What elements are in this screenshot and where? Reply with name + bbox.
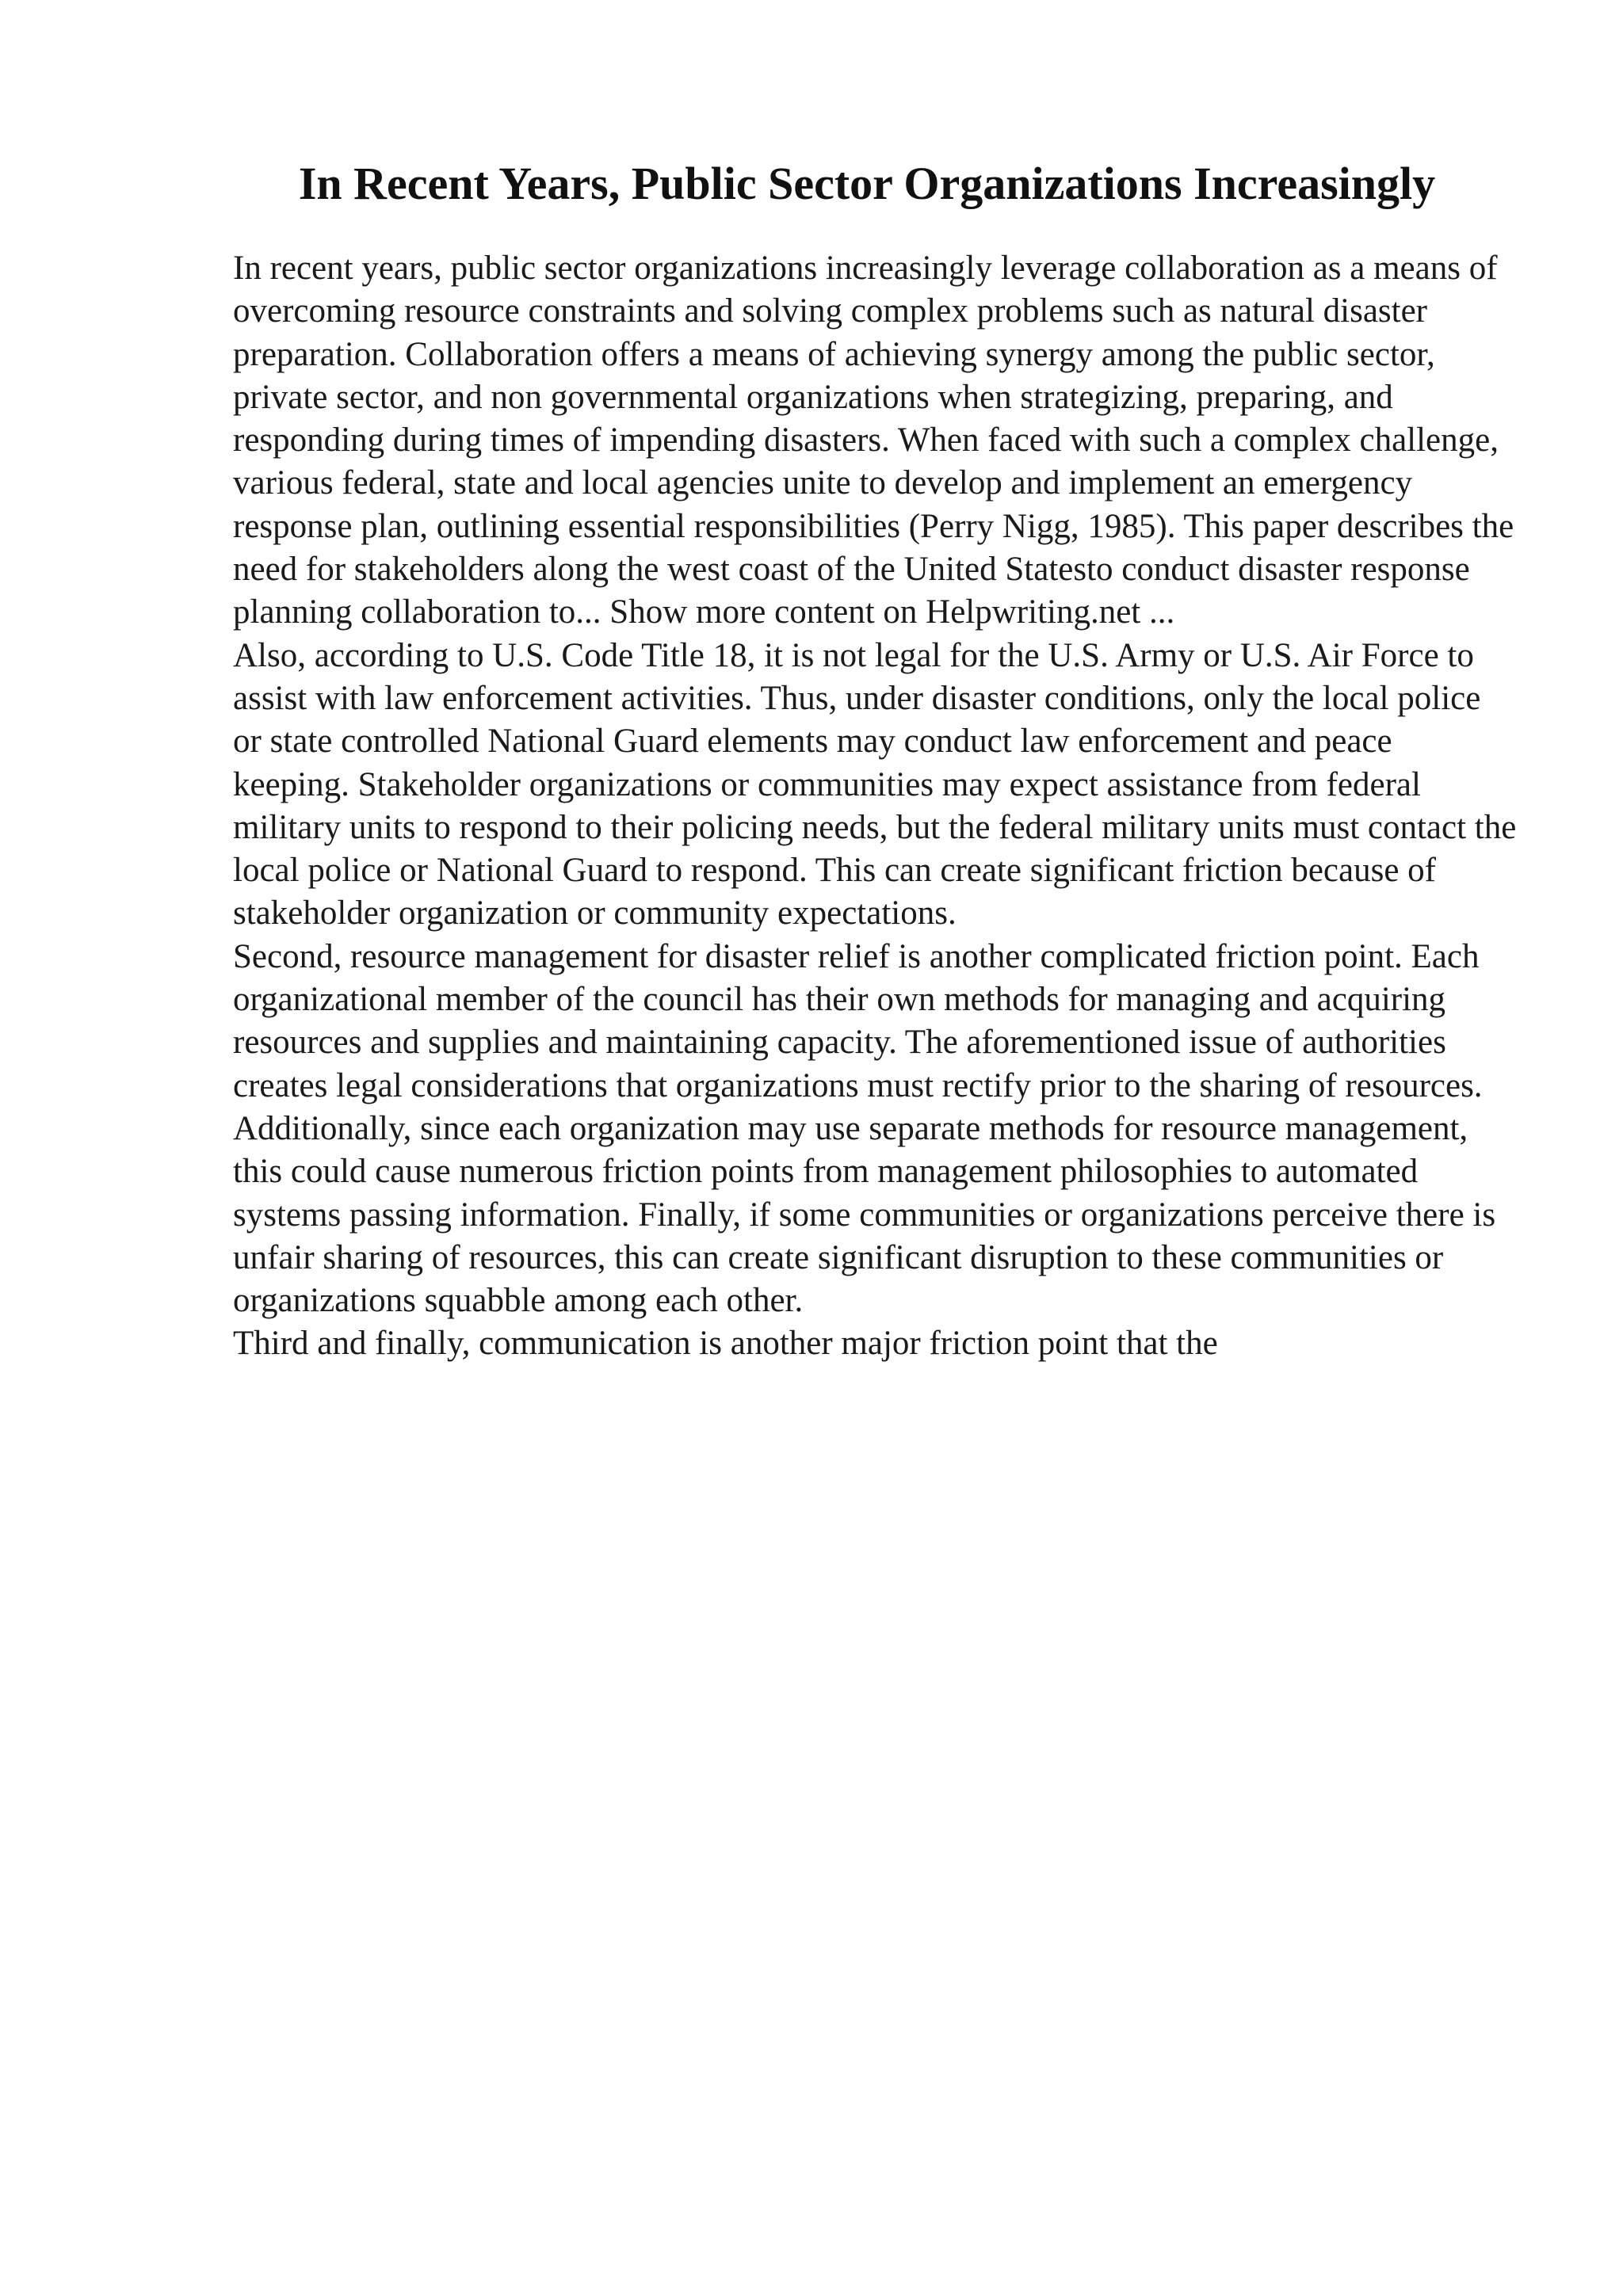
paragraph-intro: In recent years, public sector organizations increasingly leverage collaboration as a means of overcoming resource constraints and solving complex problems such as natural disaster preparation. Collaboration offers a means of achieving synergy among the public sector, private sector, and non governmental organizations when strategizing, preparing, and responding during times of impending disasters. When faced with such a complex challenge, various federal, state and local agencies unite to develop and implement an emergency response plan, outlining essential responsibilities (Perry Nigg, 1985). This paper describes the need for stakeholders along the west coast of the United Statesto conduct disaster response planning collaboration to... Show more content on Helpwriting.net ... (233, 250, 1514, 631)
paragraph-communication: Third and finally, communication is another major friction point that the (233, 1325, 1218, 1363)
paragraph-resource-management: Second, resource management for disaster relief is another complicated friction point. Each organizational member of the council has their own methods for managing and acquiring resources and supplies and maintaining capacity. The aforementioned issue of authorities creates legal considerations that organizations must rectify prior to the sharing of resources. Additionally, since each organization may use separate methods for resource management, this could cause numerous friction points from management philosophies to automated systems passing information. Finally, if some communities or organizations perceive there is unfair sharing of resources, this can create significant disruption to these communities or organizations squabble among each other. (233, 937, 1496, 1320)
document-title: In Recent Years, Public Sector Organizations Increasingly (298, 158, 1436, 209)
document-body (233, 247, 1517, 1366)
paragraph-law-enforcement: Also, according to U.S. Code Title 18, it is not legal for the U.S. Army or U.S. Air Force to assist with law enforcement activities. Thus, under disaster conditions, only the local police or state controlled National Guard elements may conduct law enforcement and peace keeping. Stakeholder organizations or communities may expect assistance from federal military units to respond to their policing needs, but the federal military units must contact the local police or National Guard to respond. This can create significant friction because of stakeholder organization or community expectations. (233, 636, 1517, 933)
